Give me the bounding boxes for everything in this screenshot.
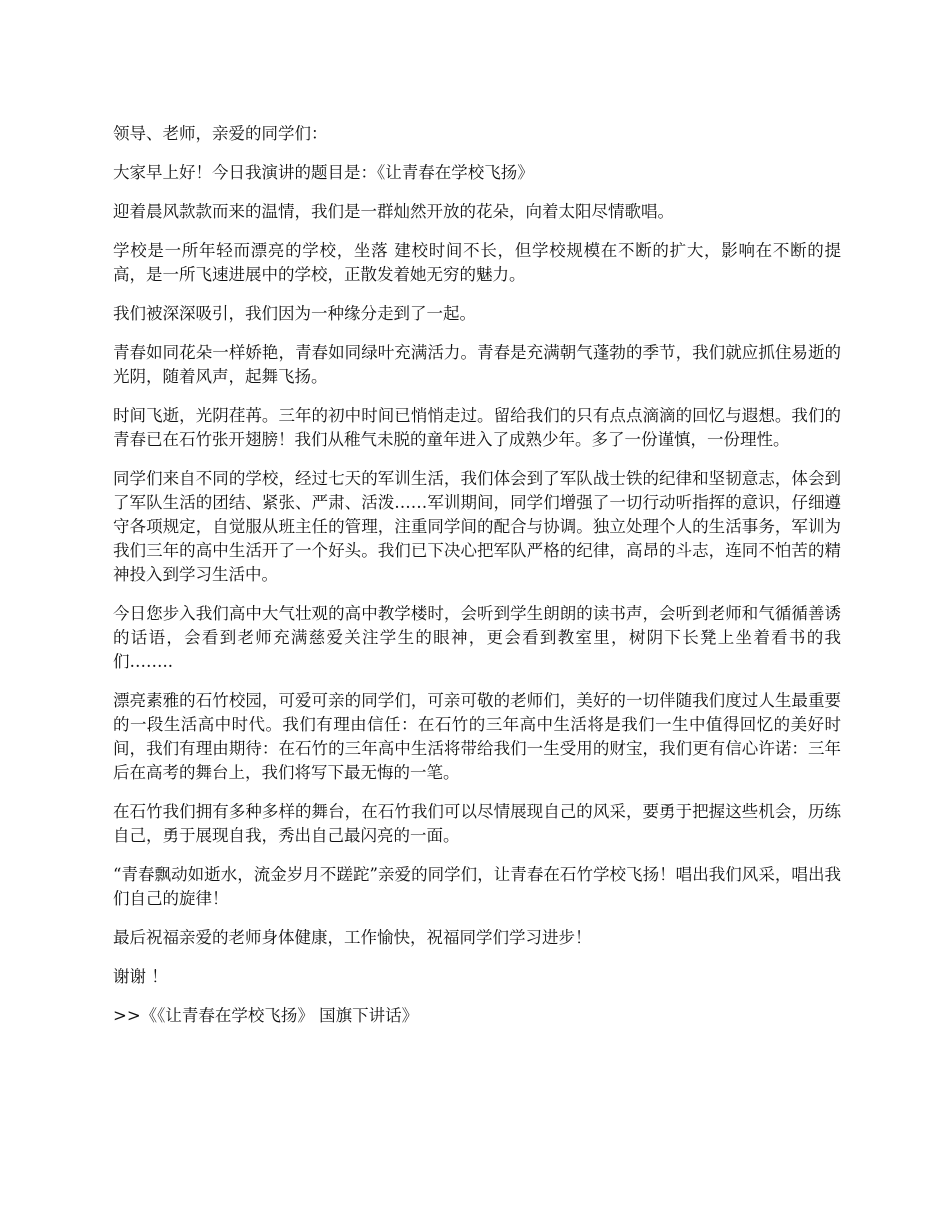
body-paragraph: 在石竹我们拥有多种多样的舞台，在石竹我们可以尽情展现自己的风采，要勇于把握这些机会，历练自己，勇于展现自我，秀出自己最闪亮的一面。 [113,802,841,845]
body-paragraph: “青春飘动如逝水，流金岁月不蹉跎”亲爱的同学们，让青春在石竹学校飞扬！唱出我们风采，唱出我们自己的旋律！ [113,865,841,908]
body-paragraph: 同学们来自不同的学校，经过七天的军训生活，我们体会到了军队战士铁的纪律和坚韧意志，体会到了军队生活的团结、紧张、严肃、活泼……军训期间，同学们增强了一切行动听指挥的意识，仔细遵守各项规定，自觉服从班主任的管理，注重同学间的配合与协调。独立处理个人的生活事务，军训为我们三年的高中生活开了一个好头。我们已下决心把军队严格的纪律，高昂的斗志，连同不怕苦的精神投入到学习生活中。 [113,469,841,584]
salutation-paragraph: 领导、老师，亲爱的同学们： [113,124,328,143]
body-paragraph: 迎着晨风款款而来的温情，我们是一群灿然开放的花朵，向着太阳尽情歌唱。 [113,202,674,221]
closing-wishes-paragraph: 最后祝福亲爱的老师身体健康，工作愉快，祝福同学们学习进步！ [113,928,592,947]
body-paragraph: 时间飞逝，光阴荏苒。三年的初中时间已悄悄走过。留给我们的只有点点滴滴的回忆与遐想。我们的青春已在石竹张开翅膀！我们从稚气未脱的童年进入了成熟少年。多了一份谨慎，一份理性。 [113,406,841,449]
body-paragraph: 学校是一所年轻而漂亮的学校，坐落 建校时间不长，但学校规模在不断的扩大，影响在不断的提高，是一所飞速进展中的学校，正散发着她无穷的魅力。 [113,241,841,284]
related-link[interactable]: >>《《让青春在学校飞扬》 国旗下讲话》 [113,1006,419,1025]
body-paragraph: 青春如同花朵一样娇艳，青春如同绿叶充满活力。青春是充满朝气蓬勃的季节，我们就应抓住易逝的光阴，随着风声，起舞飞扬。 [113,343,841,386]
document-body [113,122,841,1043]
body-paragraph: 今日您步入我们高中大气壮观的高中教学楼时，会听到学生朗朗的读书声，会听到老师和气循循善诱的话语，会看到老师充满慈爱关注学生的眼神，更会看到教室里，树阴下长凳上坐着看书的我们…….. [113,604,841,671]
body-paragraph: 我们被深深吸引，我们因为一种缘分走到了一起。 [113,304,476,323]
thanks-paragraph: 谢谢 ！ [113,967,168,986]
body-paragraph: 漂亮素雅的石竹校园，可爱可亲的同学们，可亲可敬的老师们，美好的一切伴随我们度过人生最重要的一段生活高中时代。我们有理由信任：在石竹的三年高中生活将是我们一生中值得回忆的美好时间，我们有理由期待：在石竹的三年高中生活将带给我们一生受用的财宝，我们更有信心许诺：三年后在高考的舞台上，我们将写下最无悔的一笔。 [113,691,841,782]
greeting-paragraph: 大家早上好！今日我演讲的题目是：《让青春在学校飞扬》 [113,163,534,182]
